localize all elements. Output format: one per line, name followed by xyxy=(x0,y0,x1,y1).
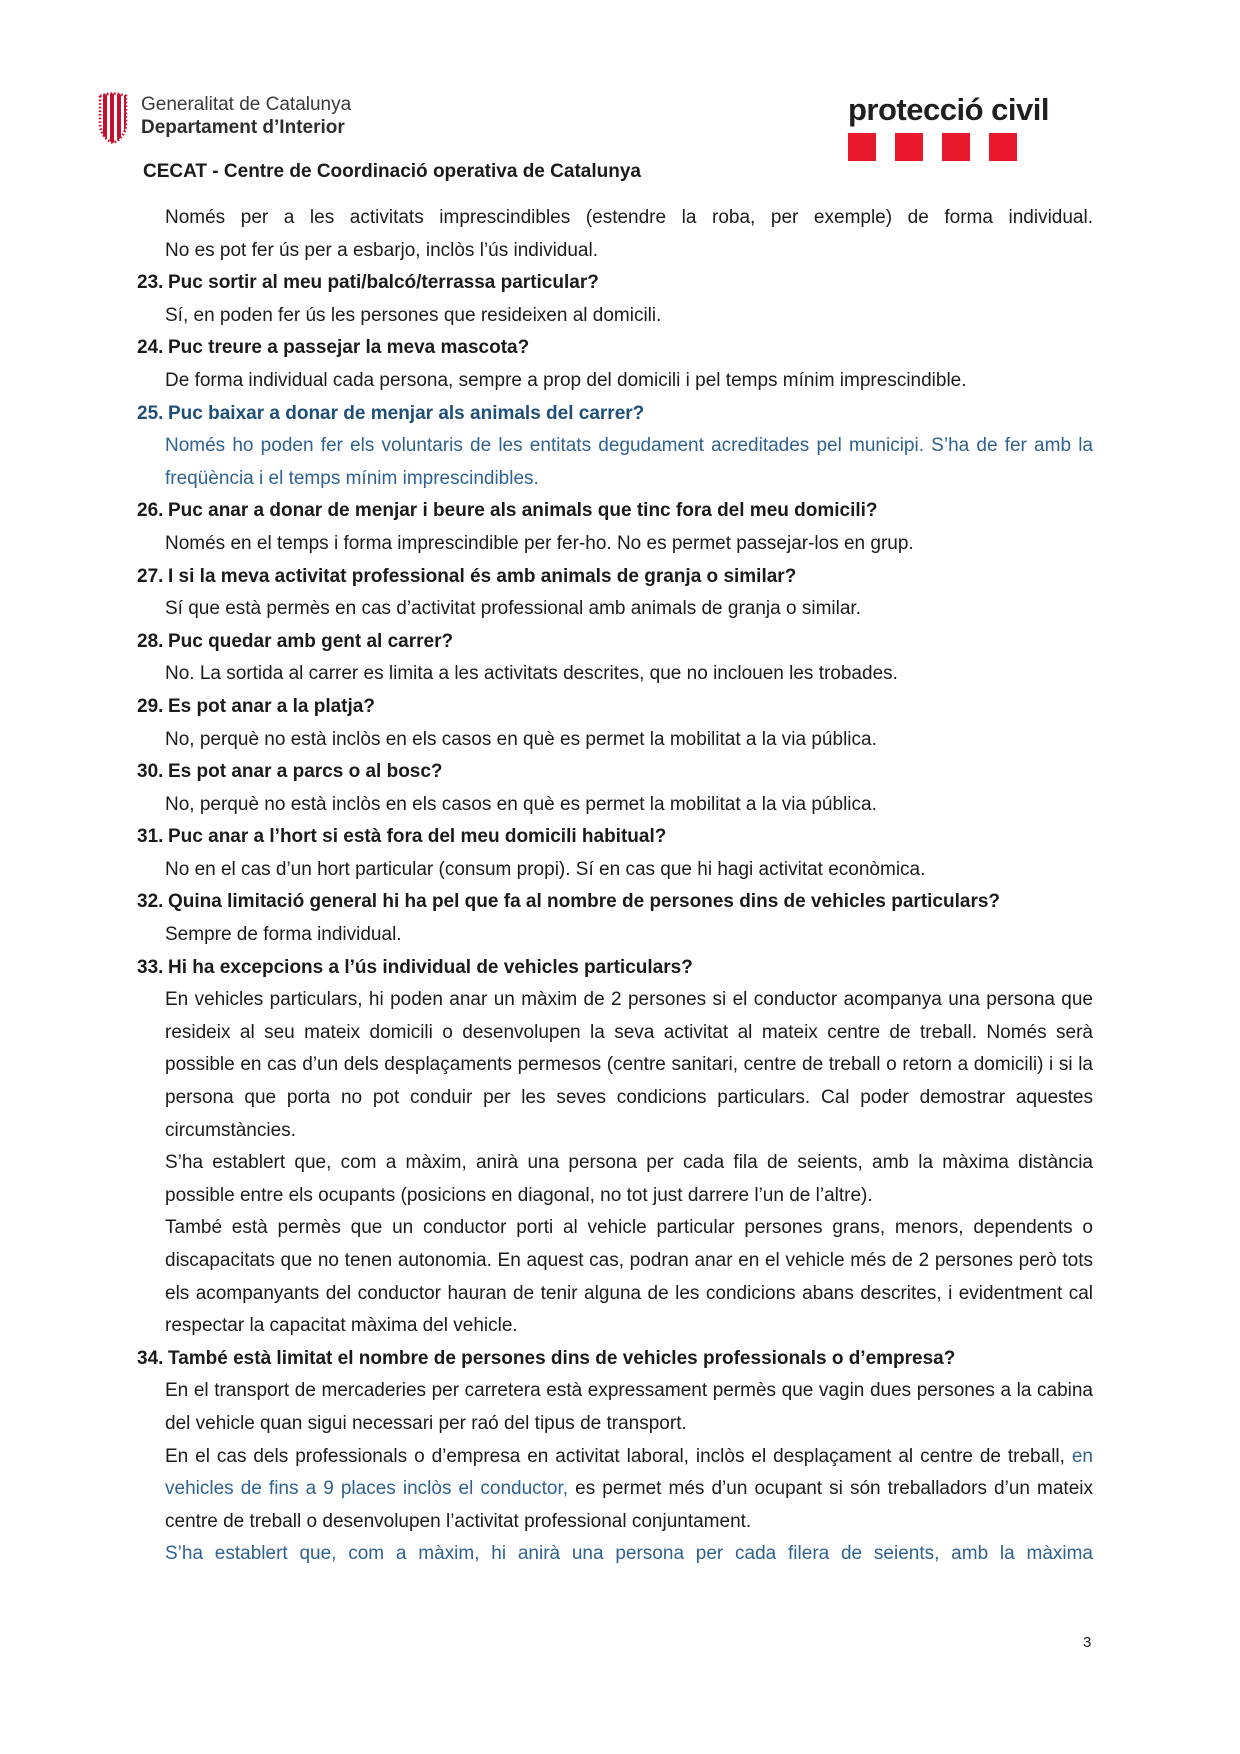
question-number: 30. xyxy=(137,761,164,783)
question-text: Puc baixar a donar de menjar als animals del carrer? xyxy=(168,402,645,424)
red-square-icon xyxy=(942,133,970,161)
answer-paragraph: S’ha establert que, com a màxim, hi anirà una persona per cada filera de seients, amb la màxima xyxy=(165,1543,1093,1565)
question-number: 28. xyxy=(137,630,164,652)
question-number: 31. xyxy=(137,826,164,848)
question-text: Puc anar a l’hort si està fora del meu domicili habitual? xyxy=(168,826,667,848)
answer-paragraph: Sí, en poden fer ús les persones que resideixen al domicili. xyxy=(165,304,662,326)
faq-item xyxy=(137,821,1093,886)
question-number: 23. xyxy=(137,272,164,294)
faq-item xyxy=(137,626,1093,691)
question-text: Puc quedar amb gent al carrer? xyxy=(168,630,454,652)
answer-paragraph-mixed xyxy=(165,1441,1093,1539)
question xyxy=(137,561,1093,594)
page-number: 3 xyxy=(1083,1634,1092,1651)
answer-paragraph: En vehicles particulars, hi poden anar un màxim de 2 persones si el conductor acompanya una persona que resideix al seu mateix domicili o desenvolupen la seva activitat al mateix centre de treball. Només serà possible en cas d’un dels desplaçaments permesos (centre sanitari, centre de treball o retorn a domicili) i si la persona que porta no pot conduir per les seves condicions particulars. Cal poder demostrar aquestes circumstàncies. xyxy=(165,989,1093,1141)
question-text: Quina limitació general hi ha pel que fa al nombre de persones dins de vehicles particulars? xyxy=(168,891,1001,913)
department-line2: Departament d’Interior xyxy=(141,117,345,138)
department-line1: Generalitat de Catalunya xyxy=(141,94,352,115)
intro-line: Només per a les activitats imprescindibles (estendre la roba, per exemple) de forma individual. xyxy=(165,207,1093,228)
department-name xyxy=(141,90,351,139)
answer-paragraph: No. La sortida al carrer es limita a les activitats descrites, que no inclouen les trobades. xyxy=(165,663,898,685)
answer-paragraph: En el transport de mercaderies per carretera està expressament permès que vagin dues persones a la cabina del vehicle quan sigui necessari per raó del tipus de transport. xyxy=(165,1380,1093,1434)
question-number: 33. xyxy=(137,956,164,978)
answer-paragraph: No en el cas d’un hort particular (consum propi). Sí en cas que hi hagi activitat econòmica. xyxy=(165,858,926,880)
question xyxy=(137,1343,1093,1376)
question-text: També està limitat el nombre de persones dins de vehicles professionals o d’empresa? xyxy=(168,1347,956,1369)
question xyxy=(137,626,1093,659)
answer-paragraph: Només ho poden fer els voluntaris de les entitats degudament acreditades pel municipi. S’ha de fer amb la freqüència i el temps mínim imprescindibles. xyxy=(165,435,1093,489)
question-number: 32. xyxy=(137,891,164,913)
question xyxy=(137,332,1093,365)
answer-paragraph: També està permès que un conductor porti al vehicle particular persones grans, menors, dependents o discapacitats que no tenen autonomia. En aquest cas, podran anar en el vehicle més de 2 persones però tots els acompanyants del conductor hauran de tenir alguna de les condicions abans descrites, i evidentment cal respectar la capacitat màxima del vehicle. xyxy=(165,1217,1093,1337)
answer-paragraph: Només en el temps i forma imprescindible per fer-ho. No es permet passejar-los en grup. xyxy=(165,532,914,554)
question xyxy=(137,756,1093,789)
answer-paragraph: De forma individual cada persona, sempre a prop del domicili i pel temps mínim imprescindible. xyxy=(165,369,967,391)
question-number: 26. xyxy=(137,500,164,522)
proteccio-civil-title: protecció civil xyxy=(848,92,1049,127)
question-text: Puc sortir al meu pati/balcó/terrassa particular? xyxy=(168,272,599,294)
question-number: 27. xyxy=(137,565,164,587)
question-text: Es pot anar a parcs o al bosc? xyxy=(168,761,443,783)
question-text: Puc anar a donar de menjar i beure als animals que tinc fora del meu domicili? xyxy=(168,500,878,522)
faq-item xyxy=(137,1343,1093,1571)
answer-paragraph: No, perquè no està inclòs en els casos en què es permet la mobilitat a la via pública. xyxy=(165,728,877,750)
faq-item xyxy=(137,398,1093,496)
question xyxy=(137,691,1093,724)
red-square-icon xyxy=(848,133,876,161)
question xyxy=(137,952,1093,985)
question-text: I si la meva activitat professional és amb animals de granja o similar? xyxy=(168,565,797,587)
faq-item xyxy=(137,756,1093,821)
question-number: 24. xyxy=(137,337,164,359)
question xyxy=(137,821,1093,854)
answer-segment: En el cas dels professionals o d’empresa en activitat laboral, inclòs el desplaçament al centre de treball, xyxy=(165,1445,1072,1467)
question-text: Hi ha excepcions a l’ús individual de vehicles particulars? xyxy=(168,956,693,978)
answer-segment-highlight: en vehicles de fins a 9 places inclòs el conductor, xyxy=(165,1445,1093,1500)
proteccio-civil-squares xyxy=(848,133,1049,161)
faq-item xyxy=(137,332,1093,397)
faq-item xyxy=(137,267,1093,332)
question-text: Puc treure a passejar la meva mascota? xyxy=(168,337,530,359)
faq-item xyxy=(137,886,1093,951)
faq-item xyxy=(137,495,1093,560)
answer-paragraph: No, perquè no està inclòs en els casos en què es permet la mobilitat a la via pública. xyxy=(165,793,877,815)
question-number: 25. xyxy=(137,402,164,424)
question xyxy=(137,398,1093,431)
red-square-icon xyxy=(989,133,1017,161)
question-number: 29. xyxy=(137,695,164,717)
answer-paragraph: S’ha establert que, com a màxim, anirà una persona per cada fila de seients, amb la màxima distància possible entre els ocupants (posicions en diagonal, no tot just darrere l’un de l’altre). xyxy=(165,1152,1093,1206)
question-text: Es pot anar a la platja? xyxy=(168,695,375,717)
answer-paragraph: Sempre de forma individual. xyxy=(165,924,402,946)
generalitat-shield-icon xyxy=(95,90,131,151)
faq-item xyxy=(137,691,1093,756)
question xyxy=(137,267,1093,300)
faq-item xyxy=(137,561,1093,626)
answer-segment: es permet més d’un ocupant si són treballadors d’un mateix centre de treball o desenvolupen l’activitat professional conjuntament. xyxy=(165,1478,1093,1532)
question xyxy=(137,495,1093,528)
proteccio-civil-logo xyxy=(848,94,1049,161)
answer-paragraph: Sí que està permès en cas d’activitat professional amb animals de granja o similar. xyxy=(165,598,861,620)
generalitat-logo xyxy=(95,90,351,151)
question-number: 34. xyxy=(137,1347,164,1369)
org-title: CECAT - Centre de Coordinació operativa de Catalunya xyxy=(143,161,641,182)
red-square-icon xyxy=(895,133,923,161)
intro-line: No es pot fer ús per a esbarjo, inclòs l’ús individual. xyxy=(165,239,599,261)
question xyxy=(137,886,1093,919)
faq-item xyxy=(137,952,1093,1343)
faq-content xyxy=(137,202,1093,1571)
